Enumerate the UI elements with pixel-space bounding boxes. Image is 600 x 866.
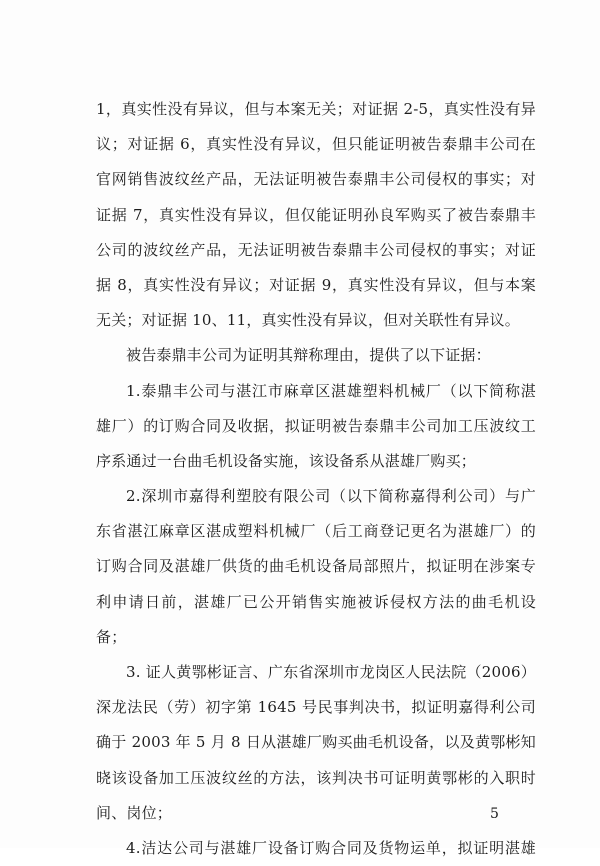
text-line: 订购合同及湛雄厂供货的曲毛机设备局部照片，拟证明在涉案专: [96, 557, 536, 576]
text-line: 被告泰鼎丰公司为证明其辩称理由，提供了以下证据：: [126, 346, 491, 365]
text-line: 雄厂）的订购合同及收据，拟证明被告泰鼎丰公司加工压波纹工: [96, 416, 536, 435]
text-line: 3. 证人黄鄂彬证言、广东省深圳市龙岗区人民法院（2006）: [126, 663, 536, 681]
text-line: 序系通过一台曲毛机设备实施，该设备系从湛雄厂购买；: [96, 451, 477, 470]
text-line: 4.洁达公司与湛雄厂设备订购合同及货物运单，拟证明湛雄: [126, 838, 536, 857]
text-line: 东省湛江麻章区湛成塑料机械厂（后工商登记更名为湛雄厂）的: [96, 522, 536, 541]
text-line: 确于 2003 年 5 月 8 日从湛雄厂购买曲毛机设备，以及黄鄂彬知: [96, 733, 536, 752]
text-line: 据 8，真实性没有异议；对证据 9，真实性没有异议，但与本案: [96, 275, 536, 294]
text-line: 间、岗位；: [96, 803, 173, 822]
text-line: 2.深圳市嘉得利塑胶有限公司（以下简称嘉得利公司）与广: [126, 487, 536, 506]
text-line: 备；: [96, 627, 127, 646]
page-number: 5: [490, 806, 499, 822]
text-line: 公司的波纹丝产品，无法证明被告泰鼎丰公司侵权的事实；对证: [96, 240, 536, 259]
text-line: 无关；对证据 10、11，真实性没有异议，但对关联性有异议。: [96, 311, 520, 330]
text-line: 议；对证据 6，真实性没有异议，但只能证明被告泰鼎丰公司在: [96, 135, 536, 154]
text-line: 深龙法民（劳）初字第 1645 号民事判决书，拟证明嘉得利公司: [96, 698, 536, 717]
text-line: 官网销售波纹丝产品，无法证明被告泰鼎丰公司侵权的事实；对: [96, 170, 536, 189]
text-line: 晓该设备加工压波纹丝的方法，该判决书可证明黄鄂彬的入职时: [96, 768, 536, 787]
text-line: 1，真实性没有异议，但与本案无关；对证据 2-5，真实性没有异: [96, 100, 536, 118]
text-line: 1.泰鼎丰公司与湛江市麻章区湛雄塑料机械厂（以下简称湛: [126, 381, 536, 400]
body-text: [96, 92, 536, 866]
text-line: 证据 7，真实性没有异议，但仅能证明孙良军购买了被告泰鼎丰: [96, 205, 536, 224]
text-line: 利申请日前，湛雄厂已公开销售实施被诉侵权方法的曲毛机设: [96, 592, 536, 611]
